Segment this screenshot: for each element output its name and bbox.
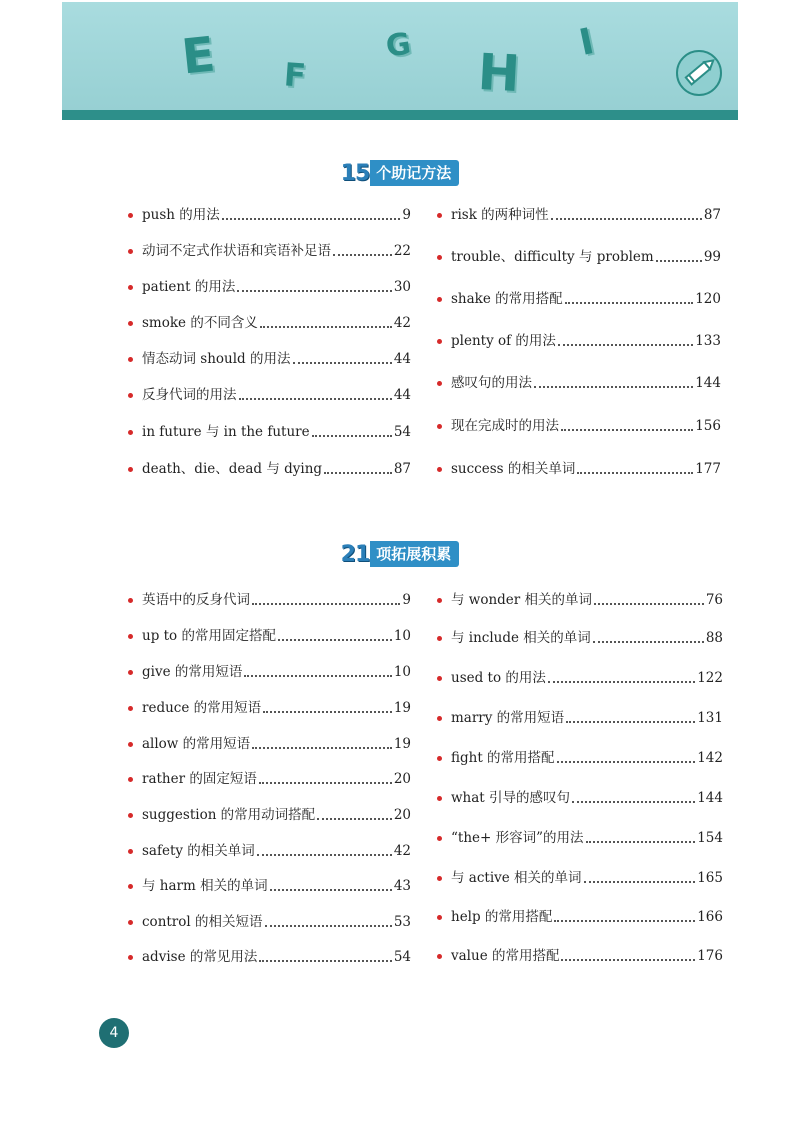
bullet-icon xyxy=(128,249,133,254)
toc-entry[interactable]: 英语中的反身代词 9 xyxy=(128,590,411,610)
bullet-icon xyxy=(437,424,442,429)
bullet-icon xyxy=(128,884,133,889)
bullet-icon xyxy=(128,670,133,675)
toc-entry[interactable]: used to 的用法 122 xyxy=(437,668,723,688)
toc-entry[interactable]: give 的常用短语 10 xyxy=(128,662,411,682)
bullet-icon xyxy=(128,955,133,960)
toc-entry[interactable]: 与 active 相关的单词 165 xyxy=(437,868,723,888)
toc-entry[interactable]: push 的用法 9 xyxy=(128,205,411,225)
toc-entry[interactable]: reduce 的常用短语 19 xyxy=(128,698,411,718)
bullet-icon xyxy=(437,213,442,218)
bullet-icon xyxy=(437,716,442,721)
bullet-icon xyxy=(128,467,133,472)
bullet-icon xyxy=(437,915,442,920)
toc-entry[interactable]: 现在完成时的用法 156 xyxy=(437,416,721,436)
toc-entry[interactable]: trouble、difficulty 与 problem 99 xyxy=(437,247,721,267)
banner-letter-e: E xyxy=(179,26,218,86)
bullet-icon xyxy=(437,876,442,881)
toc-entry[interactable]: patient 的用法 30 xyxy=(128,277,411,297)
bullet-icon xyxy=(128,430,133,435)
toc-entry[interactable]: success 的相关单词 177 xyxy=(437,459,721,479)
bullet-icon xyxy=(128,813,133,818)
toc-entry[interactable]: safety 的相关单词 42 xyxy=(128,841,411,861)
bullet-icon xyxy=(437,339,442,344)
bullet-icon xyxy=(128,598,133,603)
bullet-icon xyxy=(128,393,133,398)
section-title-mnemonics xyxy=(0,160,800,188)
toc-entry[interactable]: advise 的常见用法 54 xyxy=(128,947,411,967)
toc-entry[interactable]: risk 的两种词性 87 xyxy=(437,205,721,225)
page-number: 4 xyxy=(99,1018,129,1048)
banner-letter-i: I xyxy=(575,21,598,64)
bullet-icon xyxy=(437,255,442,260)
toc-entry[interactable]: fight 的常用搭配 142 xyxy=(437,748,723,768)
bullet-icon xyxy=(437,598,442,603)
section-label: 项拓展积累 xyxy=(370,541,459,567)
toc-entry[interactable]: 与 include 相关的单词 88 xyxy=(437,628,723,648)
bullet-icon xyxy=(128,285,133,290)
toc-entry[interactable]: “the+ 形容词”的用法 154 xyxy=(437,828,723,848)
toc-entry[interactable]: help 的常用搭配 166 xyxy=(437,907,723,927)
toc-entry[interactable]: 反身代词的用法 44 xyxy=(128,385,411,405)
bullet-icon xyxy=(437,676,442,681)
toc-entry[interactable]: plenty of 的用法 133 xyxy=(437,331,721,351)
bullet-icon xyxy=(128,213,133,218)
toc-entry[interactable]: rather 的固定短语 20 xyxy=(128,769,411,789)
toc-entry[interactable]: what 引导的感叹句 144 xyxy=(437,788,723,808)
section-count: 15 xyxy=(340,160,370,186)
banner-letter-g: G xyxy=(383,26,413,65)
toc-entry[interactable]: marry 的常用短语 131 xyxy=(437,708,723,728)
toc-entry[interactable]: value 的常用搭配 176 xyxy=(437,946,723,966)
bullet-icon xyxy=(437,954,442,959)
bullet-icon xyxy=(128,777,133,782)
toc-entry[interactable]: control 的相关短语 53 xyxy=(128,912,411,932)
bullet-icon xyxy=(437,756,442,761)
bullet-icon xyxy=(437,297,442,302)
bullet-icon xyxy=(128,742,133,747)
bullet-icon xyxy=(437,467,442,472)
bullet-icon xyxy=(128,849,133,854)
bullet-icon xyxy=(128,321,133,326)
toc-entry[interactable]: 感叹句的用法 144 xyxy=(437,373,721,393)
bullet-icon xyxy=(437,381,442,386)
bullet-icon xyxy=(128,706,133,711)
toc-entry[interactable]: 与 harm 相关的单词 43 xyxy=(128,876,411,896)
section-label: 个助记方法 xyxy=(370,160,459,186)
toc-entry[interactable]: up to 的常用固定搭配 10 xyxy=(128,626,411,646)
toc-entry[interactable]: suggestion 的常用动词搭配 20 xyxy=(128,805,411,825)
toc-entry[interactable]: in future 与 in the future 54 xyxy=(128,422,411,442)
bullet-icon xyxy=(437,796,442,801)
section-title-extensions xyxy=(0,541,800,569)
toc-entry[interactable]: shake 的常用搭配 120 xyxy=(437,289,721,309)
toc-entry[interactable]: 与 wonder 相关的单词 76 xyxy=(437,590,723,610)
bullet-icon xyxy=(437,836,442,841)
toc-entry[interactable]: death、die、dead 与 dying 87 xyxy=(128,459,411,479)
header-banner xyxy=(62,2,738,120)
toc-entry[interactable]: smoke 的不同含义 42 xyxy=(128,313,411,333)
bullet-icon xyxy=(437,636,442,641)
toc-entry[interactable]: 动词不定式作状语和宾语补足语 22 xyxy=(128,241,411,261)
toc-entry[interactable]: 情态动词 should 的用法 44 xyxy=(128,349,411,369)
bullet-icon xyxy=(128,357,133,362)
toc-entry[interactable]: allow 的常用短语 19 xyxy=(128,734,411,754)
banner-letter-f: F xyxy=(282,55,308,95)
bullet-icon xyxy=(128,634,133,639)
bullet-icon xyxy=(128,920,133,925)
pencil-icon xyxy=(674,48,724,98)
banner-letter-h: H xyxy=(476,42,522,104)
section-count: 21 xyxy=(340,541,370,567)
